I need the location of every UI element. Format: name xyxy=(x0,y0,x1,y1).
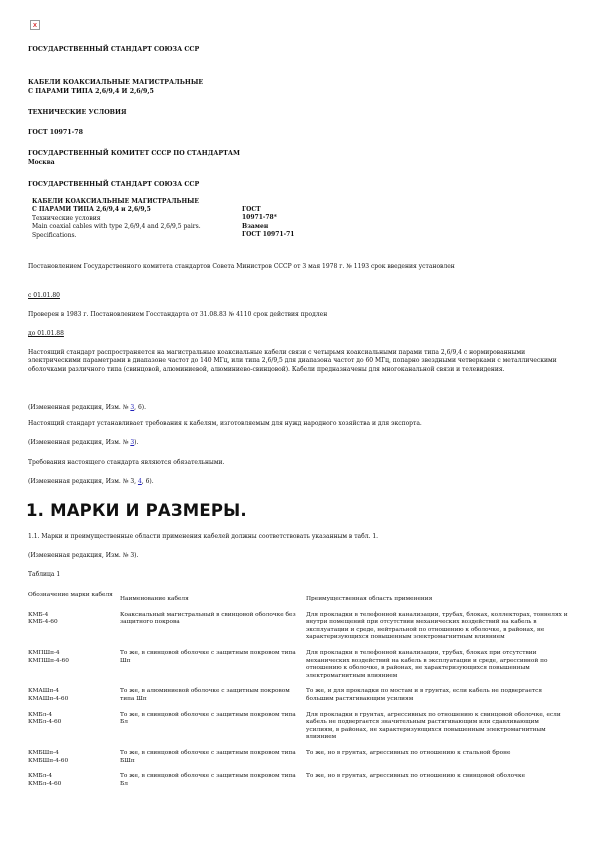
header-gost-number: 10971-78* xyxy=(242,214,277,222)
revision-note-2-prefix: (Измененная редакция, Изм. № xyxy=(28,439,131,446)
decree-paragraph: Постановлением Государственного комитета стандартов Совета Министров СССР от 3 мая 1978 г. № 1193 срок введения установлен xyxy=(28,263,455,270)
cable-marks-table xyxy=(28,592,568,796)
cable-mark: КМБл-4 xyxy=(28,711,53,718)
section-heading: 1. МАРКИ И РАЗМЕРЫ. xyxy=(26,501,247,520)
amendment-4-link[interactable]: 4 xyxy=(137,478,142,485)
extension-date: до 01.01.88 xyxy=(28,330,64,337)
cell-mark xyxy=(28,773,120,796)
amendment-3-link[interactable]: 3 xyxy=(130,404,135,411)
cable-mark: КМБШп-4-60 xyxy=(28,757,69,764)
clause-1-1: 1.1. Марки и преимущественные области применения кабелей должны соответствовать указанным в табл. 1. xyxy=(28,533,379,540)
header-cell-name: Наименование кабеля xyxy=(120,596,189,602)
table-row xyxy=(28,650,568,688)
table-row xyxy=(28,712,568,750)
cable-mark: КМАШп-4-60 xyxy=(28,695,69,702)
revision-note-1 xyxy=(28,404,146,412)
cell-mark xyxy=(28,712,120,750)
revision-note-1-suffix: , 6). xyxy=(134,404,147,411)
cable-mark: КМБл-4 xyxy=(28,773,53,780)
header-right xyxy=(242,206,294,240)
revision-note-3-suffix: , 6). xyxy=(141,478,154,485)
cell-application: Для прокладки в телефонной канализации, трубах, блоках, коллекторах, тоннелях и внутри помещений при отсутствии механических воздействий на кабель в эксплуатации и среде, нейтральной по отношению к оболочке, в районах, не характеризующихся повышенным электромагнитным влиянием xyxy=(306,611,568,641)
revision-note-4: (Измененная редакция, Изм. № 3). xyxy=(28,552,139,559)
revision-note-3 xyxy=(28,478,154,486)
broken-image-icon: x xyxy=(30,20,40,30)
header-gost-label: ГОСТ xyxy=(242,206,261,213)
mandatory-paragraph: Требования настоящего стандарта являются обязательными. xyxy=(28,459,225,466)
cell-cable-name: То же, в алюминиевой оболочке с защитным покровом типа Шп xyxy=(120,688,290,702)
table-caption: Таблица 1 xyxy=(28,571,61,578)
cable-title-line-1: КАБЕЛИ КОАКСИАЛЬНЫЕ МАГИСТРАЛЬНЫЕ xyxy=(28,79,204,86)
cell-cable-name: То же, в свинцовой оболочке с защитным покровом типа БШп xyxy=(120,749,296,764)
intro-date: с 01.01.80 xyxy=(28,292,60,299)
cell-mark xyxy=(28,650,120,688)
gost-number: ГОСТ 10971-78 xyxy=(28,129,84,136)
cell-mark xyxy=(28,612,120,650)
cell-cable-name: То же, в свинцовой оболочке с защитным покровом типа Бл xyxy=(120,711,296,726)
header-english-2: Specifications. xyxy=(32,231,77,239)
revision-note-1-prefix: (Измененная редакция, Изм. № xyxy=(28,404,131,411)
cell-application: Для прокладки в телефонной канализации, трубах, блоках при отсутствии механических воздействий на кабель в эксплуатации и среде, агрессивной по отношению к оболочке, в районах, не характеризующихся повышенным электромагнитным влиянием xyxy=(306,649,548,679)
cable-mark: КМПШп-4-60 xyxy=(28,657,69,664)
cell-cable-name: Коаксиальный магистральный в свинцовой оболочке без защитного покрова xyxy=(120,611,296,626)
cable-mark: КМБ-4-60 xyxy=(28,619,58,626)
cable-mark: КМБШп-4 xyxy=(28,749,59,756)
cell-application: Для прокладки в грунтах, агрессивных по отношению к свинцовой оболочке, если кабель не подвергается значительным растягивающим или сдавливающим усилиям, в районах, не характеризующихся повышенным электромагнитным влиянием xyxy=(306,711,561,741)
table-header-row xyxy=(28,592,568,612)
header-left xyxy=(32,198,201,240)
table-row xyxy=(28,773,568,796)
cable-mark: КМБ-4 xyxy=(28,611,49,618)
standard-title-2: ГОСУДАРСТВЕННЫЙ СТАНДАРТ СОЮЗА ССР xyxy=(28,181,200,188)
header-english-1: Main coaxial cables with type 2,6/9,4 and 2,6/9,5 pairs. xyxy=(32,223,201,231)
cable-mark: КМАШп-4 xyxy=(28,688,59,695)
cell-mark xyxy=(28,688,120,711)
cable-mark: КМБл-4-60 xyxy=(28,780,62,787)
standard-title: ГОСУДАРСТВЕННЫЙ СТАНДАРТ СОЮЗА ССР xyxy=(28,46,200,53)
header-cell-mark: Обозначение марки кабеля xyxy=(28,592,113,598)
header-subtitle: Технические условия xyxy=(32,214,101,222)
revision-note-2-suffix: ). xyxy=(134,439,139,446)
header-replaced-gost: ГОСТ 10971-71 xyxy=(242,231,295,239)
committee-name: ГОСУДАРСТВЕННЫЙ КОМИТЕТ СССР ПО СТАНДАРТАМ xyxy=(28,150,240,157)
export-paragraph: Настоящий стандарт устанавливает требования к кабелям, изготовляемым для нужд народного хозяйства и для экспорта. xyxy=(28,420,422,427)
cell-application: То же, но в грунтах, агрессивных по отношению к свинцовой оболочке xyxy=(306,773,526,780)
revision-note-3-prefix: (Измененная редакция, Изм. № 3, xyxy=(28,478,138,485)
header-title-2: С ПАРАМИ ТИПА 2,6/9,4 и 2,6/9,5 xyxy=(32,206,151,214)
header-title-1: КАБЕЛИ КОАКСИАЛЬНЫЕ МАГИСТРАЛЬНЫЕ xyxy=(32,198,199,205)
cell-mark xyxy=(28,750,120,773)
amendment-3-link-2[interactable]: 3 xyxy=(130,439,135,446)
table-row xyxy=(28,750,568,773)
table-row xyxy=(28,688,568,711)
cell-cable-name: То же, в свинцовой оболочке с защитным покровом типа Бл xyxy=(120,773,296,787)
checked-paragraph: Проверен в 1983 г. Постановлением Госстандарта от 31.08.83 № 4110 срок действия продлен xyxy=(28,311,328,318)
header-replaces: Взамен xyxy=(242,222,269,230)
tech-conditions: ТЕХНИЧЕСКИЕ УСЛОВИЯ xyxy=(28,109,127,116)
cable-mark: КМПШп-4 xyxy=(28,649,60,656)
cable-title-line-2: С ПАРАМИ ТИПА 2,6/9,4 И 2,6/9,5 xyxy=(28,88,154,95)
cable-mark: КМБл-4-60 xyxy=(28,719,62,726)
cell-application: То же, но в грунтах, агрессивных по отношению к стальной броне xyxy=(306,749,511,756)
cell-cable-name: То же, в свинцовой оболочке с защитным покровом типа Шп xyxy=(120,649,296,664)
city: Москва xyxy=(28,159,55,166)
cell-application: То же, и для прокладки по мостам и в грунтах, если кабель не подвергается большим растягивающим усилиям xyxy=(306,688,542,702)
revision-note-2 xyxy=(28,439,138,447)
header-cell-use: Преимущественная область применения xyxy=(306,596,433,602)
title-header-block xyxy=(30,198,560,246)
scope-paragraph: Настоящий стандарт распространяется на магистральные коаксиальные кабели связи с четырьмя коаксиальными парами типа 2,6/9,4 с нормированными электрическими параметрами в диапазоне частот до 140 МГц, или типа 2,6/9,5 для диапазона частот до 60 МГц, попарно звездными четверками с металлическими оболочками различного типа (свинцовой, алюминиевой, алюминиево-свинцовой). Кабели предназначены для многоканальной связи и телевидения. xyxy=(28,349,557,373)
table-row xyxy=(28,612,568,650)
